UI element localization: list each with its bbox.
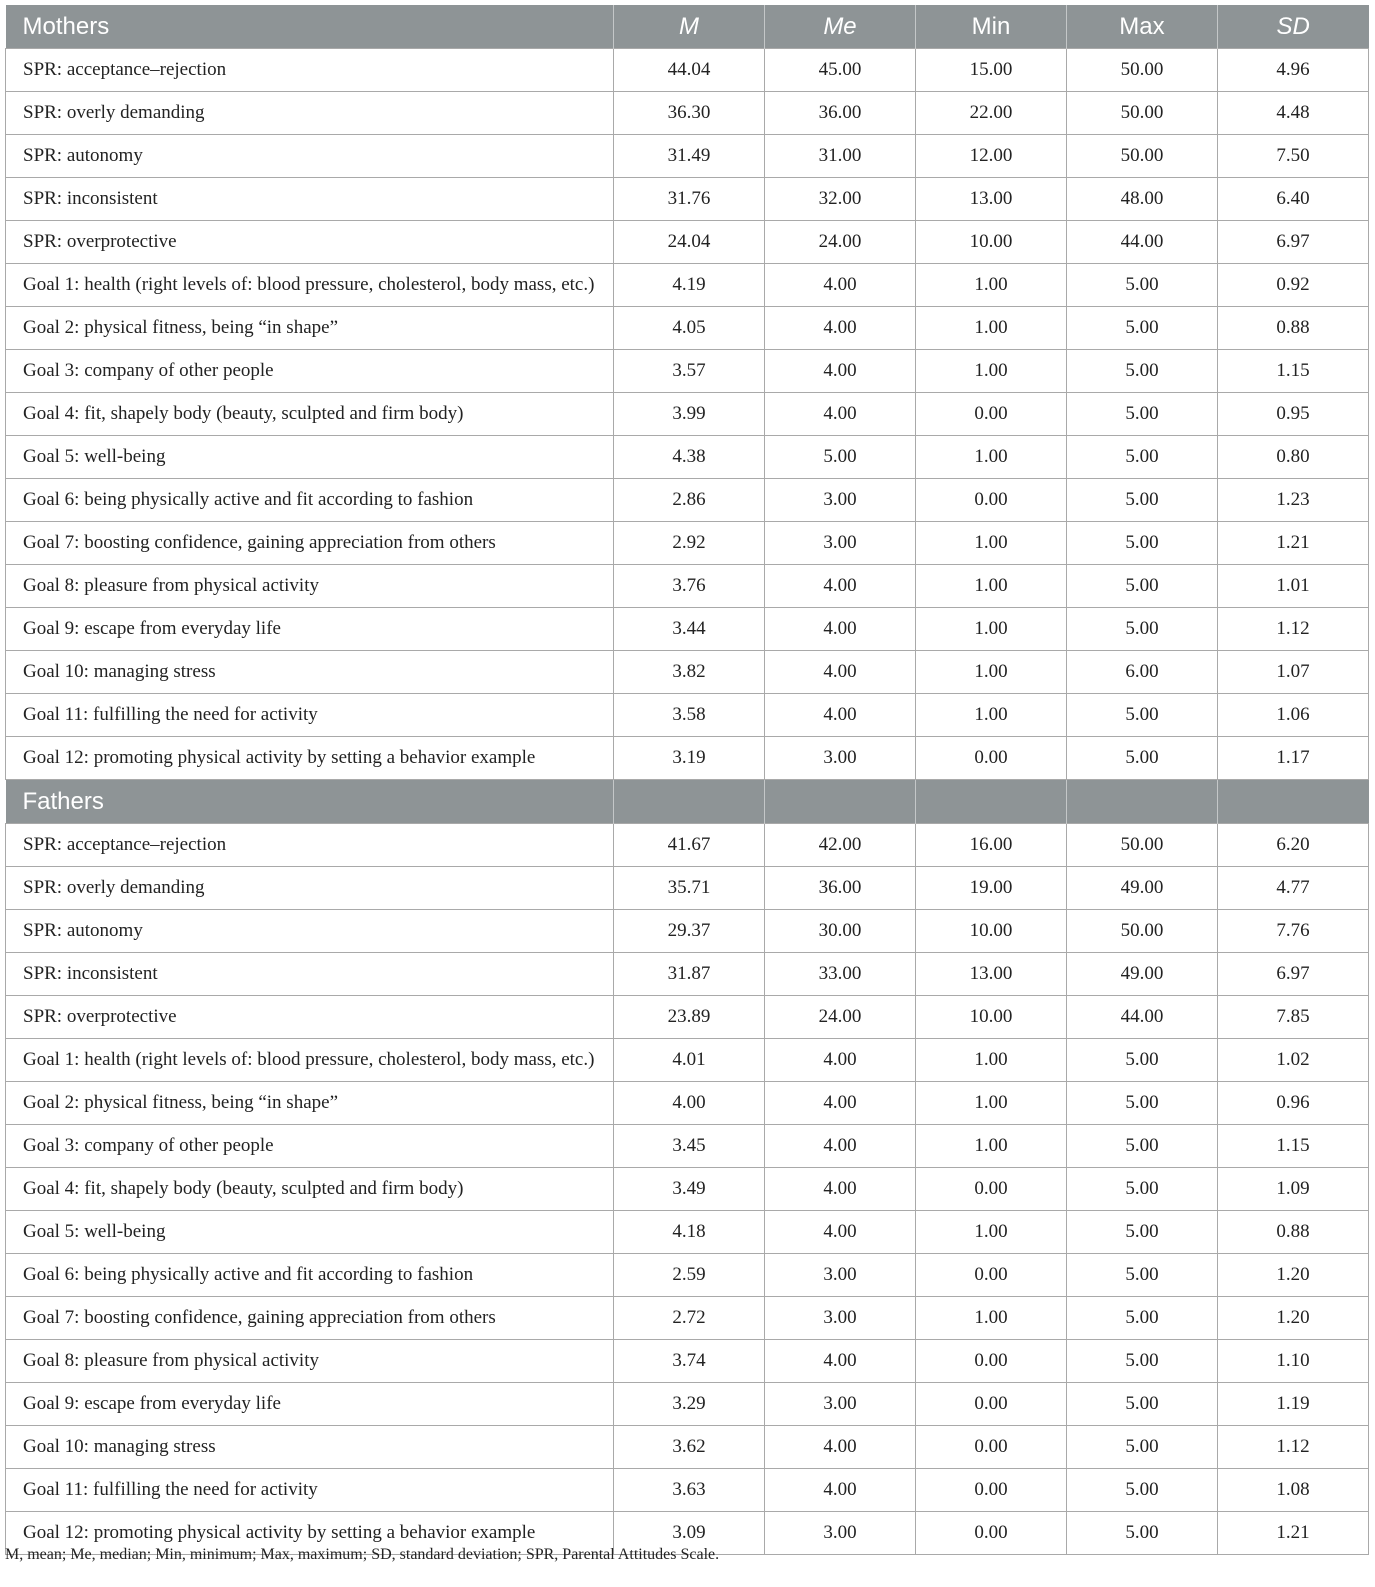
max-cell: 5.00 [1066, 1383, 1217, 1426]
min-cell: 10.00 [915, 221, 1066, 264]
median-cell: 32.00 [765, 178, 916, 221]
sd-cell: 0.88 [1217, 1211, 1368, 1254]
max-cell: 5.00 [1066, 1426, 1217, 1469]
mean-cell: 2.86 [614, 479, 765, 522]
col-header-m: M [614, 5, 765, 49]
min-cell: 10.00 [915, 910, 1066, 953]
max-cell: 5.00 [1066, 479, 1217, 522]
max-cell: 44.00 [1066, 996, 1217, 1039]
mean-cell: 35.71 [614, 867, 765, 910]
min-cell: 0.00 [915, 1469, 1066, 1512]
table-row [6, 1254, 1369, 1297]
min-cell: 0.00 [915, 1512, 1066, 1555]
table-row [6, 1340, 1369, 1383]
max-cell: 49.00 [1066, 867, 1217, 910]
col-header-max: Max [1066, 5, 1217, 49]
median-cell: 4.00 [765, 1082, 916, 1125]
row-label: SPR: acceptance–rejection [6, 49, 614, 92]
row-label: Goal 6: being physically active and fit according to fashion [6, 1254, 614, 1297]
max-cell: 50.00 [1066, 910, 1217, 953]
row-label: SPR: overprotective [6, 221, 614, 264]
sd-cell: 6.20 [1217, 824, 1368, 867]
min-cell: 1.00 [915, 264, 1066, 307]
table-row [6, 1125, 1369, 1168]
fathers-header-empty-cell [915, 780, 1066, 824]
mean-cell: 23.89 [614, 996, 765, 1039]
col-header-me: Me [765, 5, 916, 49]
max-cell: 48.00 [1066, 178, 1217, 221]
min-cell: 0.00 [915, 1426, 1066, 1469]
median-cell: 4.00 [765, 350, 916, 393]
sd-cell: 0.80 [1217, 436, 1368, 479]
median-cell: 42.00 [765, 824, 916, 867]
max-cell: 50.00 [1066, 49, 1217, 92]
mean-cell: 3.82 [614, 651, 765, 694]
max-cell: 5.00 [1066, 1039, 1217, 1082]
median-cell: 3.00 [765, 1254, 916, 1297]
table-row [6, 135, 1369, 178]
table-row [6, 1082, 1369, 1125]
min-cell: 10.00 [915, 996, 1066, 1039]
row-label: Goal 4: fit, shapely body (beauty, sculpted and firm body) [6, 393, 614, 436]
table-row [6, 221, 1369, 264]
sd-cell: 7.50 [1217, 135, 1368, 178]
median-cell: 4.00 [765, 1426, 916, 1469]
row-label: Goal 8: pleasure from physical activity [6, 565, 614, 608]
sd-cell: 1.07 [1217, 651, 1368, 694]
row-label: Goal 3: company of other people [6, 350, 614, 393]
descriptive-stats-table [5, 5, 1369, 1555]
row-label: Goal 7: boosting confidence, gaining appreciation from others [6, 1297, 614, 1340]
mean-cell: 4.00 [614, 1082, 765, 1125]
row-label: SPR: overly demanding [6, 867, 614, 910]
sd-cell: 1.09 [1217, 1168, 1368, 1211]
sd-cell: 1.12 [1217, 608, 1368, 651]
mean-cell: 3.09 [614, 1512, 765, 1555]
mean-cell: 3.74 [614, 1340, 765, 1383]
row-label: Goal 1: health (right levels of: blood pressure, cholesterol, body mass, etc.) [6, 264, 614, 307]
median-cell: 4.00 [765, 1039, 916, 1082]
max-cell: 5.00 [1066, 264, 1217, 307]
row-label: Goal 10: managing stress [6, 651, 614, 694]
sd-cell: 1.15 [1217, 1125, 1368, 1168]
row-label: SPR: inconsistent [6, 178, 614, 221]
min-cell: 0.00 [915, 479, 1066, 522]
sd-cell: 1.12 [1217, 1426, 1368, 1469]
table-row [6, 737, 1369, 780]
row-label: SPR: autonomy [6, 910, 614, 953]
max-cell: 5.00 [1066, 737, 1217, 780]
mean-cell: 2.59 [614, 1254, 765, 1297]
mean-cell: 24.04 [614, 221, 765, 264]
min-cell: 0.00 [915, 737, 1066, 780]
table-row [6, 1297, 1369, 1340]
row-label: Goal 1: health (right levels of: blood pressure, cholesterol, body mass, etc.) [6, 1039, 614, 1082]
mean-cell: 31.76 [614, 178, 765, 221]
min-cell: 0.00 [915, 1383, 1066, 1426]
min-cell: 19.00 [915, 867, 1066, 910]
table-row [6, 694, 1369, 737]
mothers-header-row [6, 5, 1369, 49]
median-cell: 33.00 [765, 953, 916, 996]
mean-cell: 31.87 [614, 953, 765, 996]
row-label: Goal 2: physical fitness, being “in shape” [6, 1082, 614, 1125]
min-cell: 1.00 [915, 1125, 1066, 1168]
max-cell: 5.00 [1066, 436, 1217, 479]
max-cell: 5.00 [1066, 1211, 1217, 1254]
median-cell: 4.00 [765, 1125, 916, 1168]
max-cell: 50.00 [1066, 92, 1217, 135]
sd-cell: 7.85 [1217, 996, 1368, 1039]
max-cell: 49.00 [1066, 953, 1217, 996]
max-cell: 5.00 [1066, 565, 1217, 608]
sd-cell: 4.77 [1217, 867, 1368, 910]
table-footnote: M, mean; Me, median; Min, minimum; Max, maximum; SD, standard deviation; SPR, Parental Attitudes Scale. [5, 1546, 720, 1563]
min-cell: 15.00 [915, 49, 1066, 92]
table-row [6, 1211, 1369, 1254]
mean-cell: 4.18 [614, 1211, 765, 1254]
fathers-header-empty-cell [765, 780, 916, 824]
row-label: Goal 11: fulfilling the need for activity [6, 1469, 614, 1512]
mean-cell: 3.58 [614, 694, 765, 737]
max-cell: 5.00 [1066, 393, 1217, 436]
table-row [6, 608, 1369, 651]
median-cell: 24.00 [765, 221, 916, 264]
table-row [6, 393, 1369, 436]
sd-cell: 4.48 [1217, 92, 1368, 135]
max-cell: 5.00 [1066, 1512, 1217, 1555]
sd-cell: 1.01 [1217, 565, 1368, 608]
max-cell: 5.00 [1066, 1082, 1217, 1125]
sd-cell: 0.88 [1217, 307, 1368, 350]
table-row [6, 565, 1369, 608]
median-cell: 3.00 [765, 1383, 916, 1426]
row-label: Goal 2: physical fitness, being “in shape” [6, 307, 614, 350]
mean-cell: 2.72 [614, 1297, 765, 1340]
mean-cell: 3.44 [614, 608, 765, 651]
max-cell: 5.00 [1066, 694, 1217, 737]
median-cell: 4.00 [765, 1340, 916, 1383]
row-label: Goal 12: promoting physical activity by setting a behavior example [6, 1512, 614, 1555]
row-label: Goal 4: fit, shapely body (beauty, sculpted and firm body) [6, 1168, 614, 1211]
sd-cell: 7.76 [1217, 910, 1368, 953]
table-row [6, 867, 1369, 910]
sd-cell: 1.23 [1217, 479, 1368, 522]
sd-cell: 4.96 [1217, 49, 1368, 92]
mean-cell: 4.38 [614, 436, 765, 479]
mean-cell: 3.29 [614, 1383, 765, 1426]
mean-cell: 4.19 [614, 264, 765, 307]
median-cell: 36.00 [765, 92, 916, 135]
mean-cell: 44.04 [614, 49, 765, 92]
row-label: Goal 10: managing stress [6, 1426, 614, 1469]
row-label: Goal 7: boosting confidence, gaining appreciation from others [6, 522, 614, 565]
fathers-header-row [6, 780, 1369, 824]
max-cell: 5.00 [1066, 1340, 1217, 1383]
median-cell: 4.00 [765, 307, 916, 350]
mean-cell: 3.57 [614, 350, 765, 393]
mean-cell: 4.01 [614, 1039, 765, 1082]
fathers-header-empty-cell [1066, 780, 1217, 824]
table-row [6, 953, 1369, 996]
min-cell: 1.00 [915, 350, 1066, 393]
row-label: Goal 12: promoting physical activity by setting a behavior example [6, 737, 614, 780]
table-row [6, 996, 1369, 1039]
sd-cell: 1.19 [1217, 1383, 1368, 1426]
row-label: Goal 9: escape from everyday life [6, 608, 614, 651]
row-label: SPR: overprotective [6, 996, 614, 1039]
mean-cell: 36.30 [614, 92, 765, 135]
sd-cell: 6.40 [1217, 178, 1368, 221]
median-cell: 4.00 [765, 651, 916, 694]
table-row [6, 824, 1369, 867]
table-row [6, 1039, 1369, 1082]
median-cell: 4.00 [765, 1469, 916, 1512]
row-label: Goal 3: company of other people [6, 1125, 614, 1168]
mean-cell: 31.49 [614, 135, 765, 178]
sd-cell: 1.21 [1217, 522, 1368, 565]
median-cell: 3.00 [765, 1297, 916, 1340]
fathers-header-empty-cell [614, 780, 765, 824]
median-cell: 3.00 [765, 737, 916, 780]
min-cell: 1.00 [915, 522, 1066, 565]
max-cell: 5.00 [1066, 1168, 1217, 1211]
min-cell: 0.00 [915, 1254, 1066, 1297]
min-cell: 1.00 [915, 1039, 1066, 1082]
fathers-header-empty-cell [1217, 780, 1368, 824]
row-label: Goal 8: pleasure from physical activity [6, 1340, 614, 1383]
sd-cell: 1.20 [1217, 1254, 1368, 1297]
mean-cell: 3.99 [614, 393, 765, 436]
max-cell: 44.00 [1066, 221, 1217, 264]
mean-cell: 41.67 [614, 824, 765, 867]
median-cell: 3.00 [765, 479, 916, 522]
sd-cell: 0.95 [1217, 393, 1368, 436]
min-cell: 1.00 [915, 651, 1066, 694]
table-row [6, 436, 1369, 479]
median-cell: 31.00 [765, 135, 916, 178]
mean-cell: 2.92 [614, 522, 765, 565]
table-row [6, 350, 1369, 393]
sd-cell: 1.08 [1217, 1469, 1368, 1512]
sd-cell: 0.92 [1217, 264, 1368, 307]
row-label: Goal 5: well-being [6, 436, 614, 479]
min-cell: 12.00 [915, 135, 1066, 178]
max-cell: 5.00 [1066, 350, 1217, 393]
row-label: Goal 5: well-being [6, 1211, 614, 1254]
max-cell: 5.00 [1066, 1125, 1217, 1168]
table-row [6, 651, 1369, 694]
median-cell: 30.00 [765, 910, 916, 953]
min-cell: 22.00 [915, 92, 1066, 135]
sd-cell: 6.97 [1217, 221, 1368, 264]
min-cell: 1.00 [915, 565, 1066, 608]
row-label: Goal 9: escape from everyday life [6, 1383, 614, 1426]
fathers-section [6, 780, 1369, 1555]
row-label: SPR: autonomy [6, 135, 614, 178]
max-cell: 5.00 [1066, 1297, 1217, 1340]
fathers-section-title: Fathers [6, 780, 614, 824]
min-cell: 1.00 [915, 1211, 1066, 1254]
median-cell: 36.00 [765, 867, 916, 910]
table-row [6, 264, 1369, 307]
table-row [6, 49, 1369, 92]
sd-cell: 1.20 [1217, 1297, 1368, 1340]
median-cell: 3.00 [765, 1512, 916, 1555]
row-label: SPR: overly demanding [6, 92, 614, 135]
median-cell: 4.00 [765, 393, 916, 436]
max-cell: 50.00 [1066, 135, 1217, 178]
min-cell: 1.00 [915, 1082, 1066, 1125]
mothers-section [6, 5, 1369, 780]
table-row [6, 910, 1369, 953]
min-cell: 0.00 [915, 393, 1066, 436]
table-row [6, 479, 1369, 522]
min-cell: 1.00 [915, 436, 1066, 479]
max-cell: 5.00 [1066, 522, 1217, 565]
col-header-sd: SD [1217, 5, 1368, 49]
table-row [6, 178, 1369, 221]
max-cell: 5.00 [1066, 1469, 1217, 1512]
mothers-section-title: Mothers [6, 5, 614, 49]
min-cell: 1.00 [915, 1297, 1066, 1340]
table-row [6, 307, 1369, 350]
mean-cell: 3.76 [614, 565, 765, 608]
min-cell: 1.00 [915, 694, 1066, 737]
sd-cell: 1.17 [1217, 737, 1368, 780]
mean-cell: 3.63 [614, 1469, 765, 1512]
row-label: SPR: acceptance–rejection [6, 824, 614, 867]
median-cell: 4.00 [765, 565, 916, 608]
table-row [6, 522, 1369, 565]
mean-cell: 3.19 [614, 737, 765, 780]
median-cell: 3.00 [765, 522, 916, 565]
row-label: SPR: inconsistent [6, 953, 614, 996]
min-cell: 16.00 [915, 824, 1066, 867]
sd-cell: 1.02 [1217, 1039, 1368, 1082]
min-cell: 1.00 [915, 307, 1066, 350]
sd-cell: 1.10 [1217, 1340, 1368, 1383]
median-cell: 4.00 [765, 608, 916, 651]
table-row [6, 1383, 1369, 1426]
row-label: Goal 6: being physically active and fit according to fashion [6, 479, 614, 522]
min-cell: 0.00 [915, 1168, 1066, 1211]
table-row [6, 1426, 1369, 1469]
min-cell: 13.00 [915, 953, 1066, 996]
median-cell: 45.00 [765, 49, 916, 92]
table-row [6, 1469, 1369, 1512]
sd-cell: 1.15 [1217, 350, 1368, 393]
sd-cell: 1.06 [1217, 694, 1368, 737]
median-cell: 5.00 [765, 436, 916, 479]
sd-cell: 1.21 [1217, 1512, 1368, 1555]
min-cell: 0.00 [915, 1340, 1066, 1383]
sd-cell: 6.97 [1217, 953, 1368, 996]
table-row [6, 92, 1369, 135]
median-cell: 4.00 [765, 264, 916, 307]
mean-cell: 3.49 [614, 1168, 765, 1211]
max-cell: 5.00 [1066, 307, 1217, 350]
sd-cell: 0.96 [1217, 1082, 1368, 1125]
median-cell: 4.00 [765, 1211, 916, 1254]
min-cell: 1.00 [915, 608, 1066, 651]
max-cell: 5.00 [1066, 1254, 1217, 1297]
max-cell: 50.00 [1066, 824, 1217, 867]
table-row [6, 1168, 1369, 1211]
max-cell: 6.00 [1066, 651, 1217, 694]
median-cell: 4.00 [765, 694, 916, 737]
row-label: Goal 11: fulfilling the need for activity [6, 694, 614, 737]
min-cell: 13.00 [915, 178, 1066, 221]
median-cell: 4.00 [765, 1168, 916, 1211]
mean-cell: 29.37 [614, 910, 765, 953]
max-cell: 5.00 [1066, 608, 1217, 651]
mean-cell: 4.05 [614, 307, 765, 350]
col-header-min: Min [915, 5, 1066, 49]
mean-cell: 3.62 [614, 1426, 765, 1469]
mean-cell: 3.45 [614, 1125, 765, 1168]
median-cell: 24.00 [765, 996, 916, 1039]
